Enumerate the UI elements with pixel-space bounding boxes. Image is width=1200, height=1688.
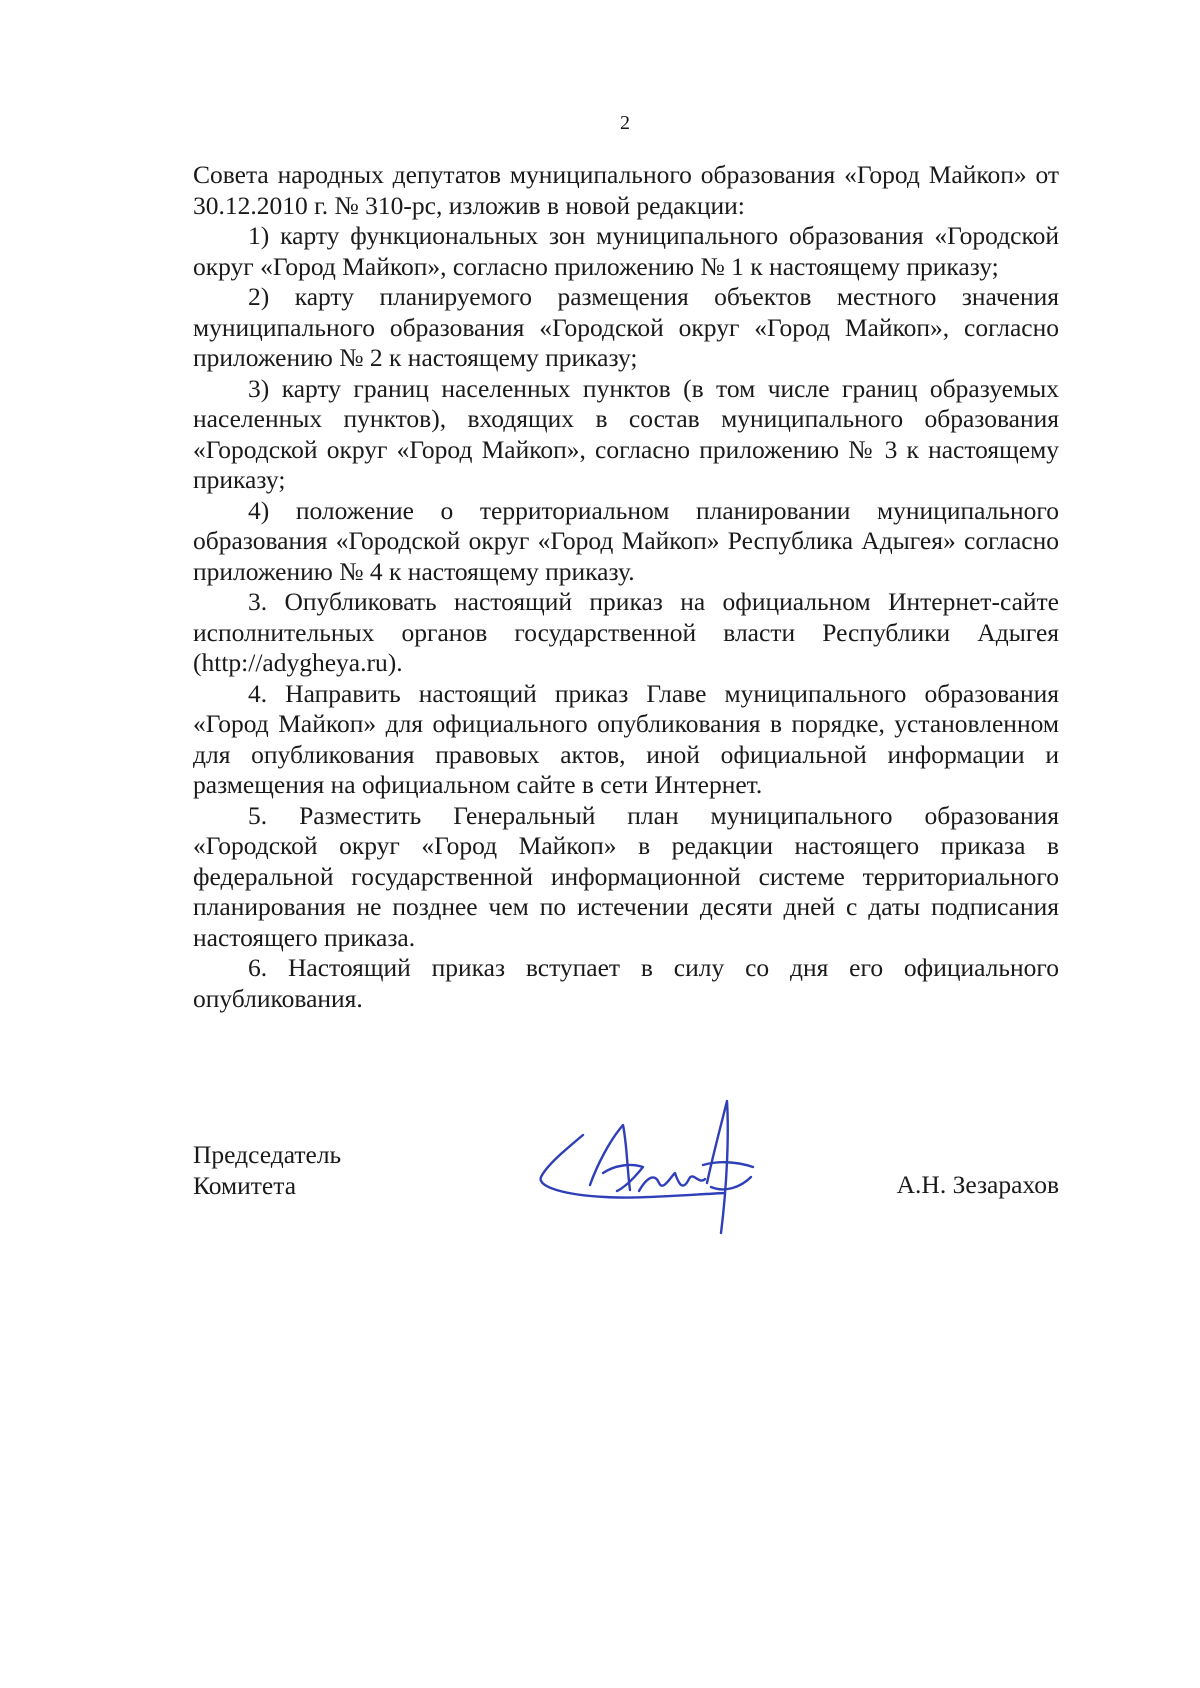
- signature-stroke-5: [707, 1101, 728, 1233]
- document-body: [193, 160, 1059, 1014]
- paragraph-item-2: 2) карту планируемого размещения объектов местного значения муниципального образования «Городской округ «Город Майкоп», согласно приложению № 2 к настоящему приказу;: [193, 282, 1059, 372]
- handwritten-signature: [535, 1095, 765, 1235]
- signature-strokes: [541, 1101, 753, 1233]
- signature-stroke-3: [603, 1165, 643, 1191]
- paragraph-clause-5: 5. Разместить Генеральный план муниципального образования «Городской округ «Город Майкоп» в редакции настоящего приказа в федеральной государственной информационной системе территориального планирования не позднее чем по истечении десяти дней с даты подписания настоящего приказа.: [193, 800, 1059, 952]
- signature-stroke-4: [639, 1173, 705, 1191]
- signature-stroke-1: [541, 1135, 725, 1198]
- signer-title-line-2: Комитета: [193, 1170, 297, 1200]
- paragraph-clause-6: 6. Настоящий приказ вступает в силу со дня его официального опубликования.: [193, 953, 1059, 1013]
- paragraph-item-3: 3) карту границ населенных пунктов (в том числе границ образуемых населенных пунктов), входящих в состав муниципального образования «Городской округ «Город Майкоп», согласно приложению № 3 к настоящему приказу;: [193, 373, 1059, 494]
- paragraph-item-1: 1) карту функциональных зон муниципального образования «Городской округ «Город Майкоп», согласно приложению № 1 к настоящему приказу;: [193, 221, 1059, 281]
- paragraph-clause-4: 4. Направить настоящий приказ Главе муниципального образования «Город Майкоп» для официального опубликования в порядке, установленном для опубликования правовых актов, иной официальной информации и размещения на официальном сайте в сети Интернет.: [193, 678, 1059, 799]
- paragraph-clause-3: 3. Опубликовать настоящий приказ на официальном Интернет-сайте исполнительных органов государственной власти Республики Адыгея (http://adygheya.ru).: [193, 587, 1059, 677]
- signature-stroke-7: [711, 1177, 751, 1189]
- signer-title-line-1: Председатель: [193, 1140, 342, 1169]
- signer-name: А.Н. Зезарахов: [896, 1170, 1059, 1199]
- signer-title: [193, 1140, 341, 1201]
- page-number: 2: [620, 112, 630, 134]
- signature-stroke-2: [590, 1125, 630, 1190]
- paragraph-item-4: 4) положение о территориальном планировании муниципального образования «Городской округ «Город Майкоп» Республика Адыгея» согласно приложению № 4 к настоящему приказу.: [193, 495, 1059, 586]
- paragraph-intro: Совета народных депутатов муниципального образования «Город Майкоп» от 30.12.2010 г. № 310-рс, изложив в новой редакции:: [193, 160, 1059, 220]
